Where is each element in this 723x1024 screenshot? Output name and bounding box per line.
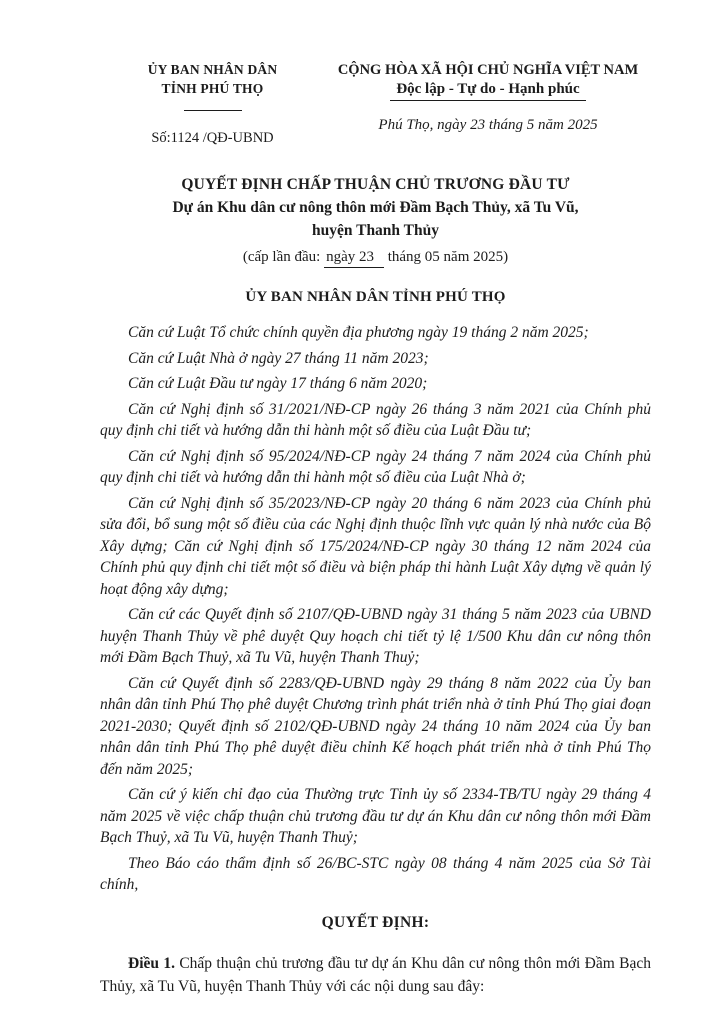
issuing-authority-line1: ỦY BAN NHÂN DÂN (147, 62, 278, 77)
article-1-paragraph (100, 952, 651, 998)
decision-title: QUYẾT ĐỊNH CHẤP THUẬN CHỦ TRƯƠNG ĐẦU TƯ (181, 176, 570, 193)
project-name-line2: huyện Thanh Thủy (312, 222, 439, 239)
issuing-authority-block (100, 60, 325, 147)
decision-heading: QUYẾT ĐỊNH: (321, 913, 430, 931)
project-name-line1: Dự án Khu dân cư nông thôn mới Đầm Bạch Thủy, xã Tu Vũ, (172, 199, 579, 216)
recital-paragraph: Căn cứ Quyết định số 2283/QĐ-UBND ngày 29 tháng 8 năm 2022 của Ủy ban nhân dân tỉnh Phú Thọ phê duyệt Chương trình phát triển nhà ở tỉnh Phú Thọ giai đoạn 2021-2030; Quyết định số 2102/QĐ-UBND ngày 24 tháng 10 năm 2024 của Ủy ban nhân dân tỉnh Phú Thọ phê duyệt điều chỉnh Kế hoạch phát triển nhà ở tỉnh Phú Thọ đến năm 2025; (100, 674, 651, 778)
recital-paragraph: Căn cứ ý kiến chỉ đạo của Thường trực Tỉnh ủy số 2334-TB/TU ngày 29 tháng 4 năm 2025 về việc chấp thuận chủ trương đầu tư dự án Khu dân cư nông thôn mới Đầm Bạch Thuỷ, xã Tu Vũ, huyện Thanh Thuỷ; (100, 786, 651, 846)
recital-paragraph: Căn cứ Luật Tổ chức chính quyền địa phương ngày 19 tháng 2 năm 2025; (128, 324, 589, 341)
recital-paragraph: Căn cứ Nghị định số 35/2023/NĐ-CP ngày 20 tháng 6 năm 2023 của Chính phủ sửa đổi, bổ sung một số điều của các Nghị định thuộc lĩnh vực quản lý nhà nước của Bộ Xây dựng; Căn cứ Nghị định số 175/2024/NĐ-CP ngày 30 tháng 12 năm 2024 của Chính phủ quy định chi tiết một số điều và biện pháp thi hành Luật Xây dựng về quản lý hoạt động xây dựng; (100, 494, 651, 598)
place-and-date: Phú Thọ, ngày 23 tháng 5 năm 2025 (378, 117, 598, 133)
header-divider-line (184, 106, 242, 111)
issue-suffix: tháng 05 năm 2025) (383, 249, 509, 265)
national-title: CỘNG HÒA XÃ HỘI CHỦ NGHĨA VIỆT NAM (337, 62, 639, 78)
recital-paragraph: Căn cứ Nghị định số 95/2024/NĐ-CP ngày 24 tháng 7 năm 2024 của Chính phủ quy định chi tiết và hướng dẫn thi hành một số điều của Luật Nhà ở; (100, 447, 651, 486)
issue-date-underlined: ngày 23 (324, 249, 384, 268)
issue-prefix: (cấp lần đầu: (242, 249, 325, 265)
document-header (100, 60, 651, 147)
recital-paragraph: Căn cứ Luật Đầu tư ngày 17 tháng 6 năm 2020; (128, 375, 428, 392)
issuing-authority-line2: TỈNH PHÚ THỌ (161, 81, 264, 96)
deciding-authority-heading: ỦY BAN NHÂN DÂN TỈNH PHÚ THỌ (245, 289, 506, 305)
recital-paragraph: Căn cứ Nghị định số 31/2021/NĐ-CP ngày 26 tháng 3 năm 2021 của Chính phủ quy định chi tiết và hướng dẫn thi hành một số điều của Luật Đầu tư; (100, 400, 651, 439)
document-title-block (100, 173, 651, 306)
first-issue-date-line (100, 249, 651, 268)
document-number: Số:1124 /QĐ-UBND (151, 130, 274, 146)
recital-paragraph: Theo Báo cáo thẩm định số 26/BC-STC ngày 08 tháng 4 năm 2025 của Sở Tài chính, (100, 854, 651, 893)
article-1-text: Chấp thuận chủ trương đầu tư dự án Khu dân cư nông thôn mới Đầm Bạch Thủy, xã Tu Vũ, huyện Thanh Thủy với các nội dung sau đây: (100, 954, 652, 995)
recital-paragraph: Căn cứ các Quyết định số 2107/QĐ-UBND ngày 31 tháng 5 năm 2023 của UBND huyện Thanh Thủy về phê duyệt Quy hoạch chi tiết tỷ lệ 1/500 Khu dân cư nông thôn mới Đầm Bạch Thuỷ, xã Tu Vũ, huyện Thanh Thuỷ; (100, 606, 651, 666)
national-motto: Độc lập - Tự do - Hạnh phúc (390, 81, 585, 101)
recital-paragraph: Căn cứ Luật Nhà ở ngày 27 tháng 11 năm 2023; (128, 349, 429, 367)
article-1-label: Điều 1. (128, 954, 175, 972)
national-motto-block (325, 60, 651, 134)
recitals-section (100, 322, 651, 896)
